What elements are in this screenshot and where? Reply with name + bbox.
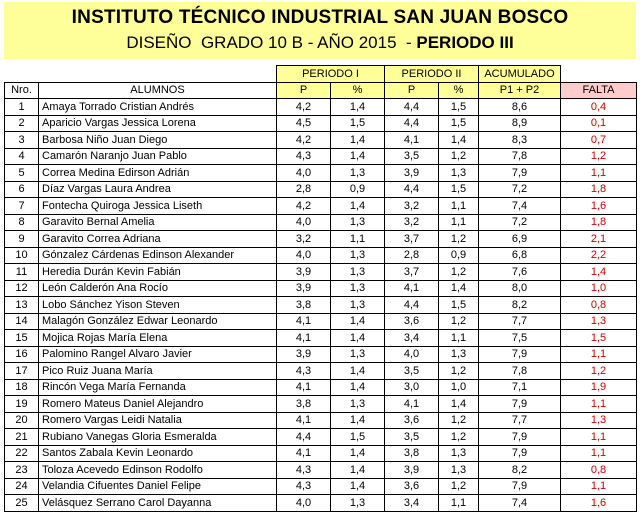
periodo2-p: 4,4 <box>385 297 439 314</box>
periodo2-pct: 1,2 <box>439 264 479 281</box>
falta-value: 1,6 <box>561 495 637 512</box>
falta-value: 1,1 <box>561 165 637 182</box>
periodo1-pct: 1,3 <box>331 297 385 314</box>
acumulado-value: 7,9 <box>479 429 561 446</box>
periodo1-p: 4,3 <box>277 148 331 165</box>
periodo1-pct: 1,5 <box>331 429 385 446</box>
periodo2-pct: 1,1 <box>439 330 479 347</box>
row-nro: 16 <box>5 346 39 363</box>
course-subtitle-text: DISEÑO GRADO 10 B - AÑO 2015 - <box>126 33 417 52</box>
periodo1-p: 3,9 <box>277 280 331 297</box>
periodo1-p: 4,3 <box>277 462 331 479</box>
row-nro: 5 <box>5 165 39 182</box>
periodo2-pct: 1,5 <box>439 181 479 198</box>
falta-value: 0,7 <box>561 132 637 149</box>
periodo1-pct: 1,4 <box>331 379 385 396</box>
student-name: Romero Mateus Daniel Alejandro <box>39 396 277 413</box>
period-label: PERIODO III <box>416 33 514 52</box>
falta-value: 1,2 <box>561 148 637 165</box>
periodo1-p: 4,3 <box>277 363 331 380</box>
periodo1-p: 4,1 <box>277 330 331 347</box>
periodo2-pct: 1,2 <box>439 429 479 446</box>
periodo1-p: 3,9 <box>277 264 331 281</box>
table-row <box>5 115 637 132</box>
table-row <box>5 379 637 396</box>
periodo2-p: 3,4 <box>385 330 439 347</box>
row-nro: 25 <box>5 495 39 512</box>
periodo2-pct: 1,1 <box>439 214 479 231</box>
row-nro: 24 <box>5 478 39 495</box>
table-row <box>5 165 637 182</box>
row-nro: 10 <box>5 247 39 264</box>
institution-title: INSTITUTO TÉCNICO INDUSTRIAL SAN JUAN BOSCO <box>71 7 569 28</box>
table-row <box>5 280 637 297</box>
periodo1-pct: 1,5 <box>331 115 385 132</box>
student-name: León Calderón Ana Rocío <box>39 280 277 297</box>
acumulado-value: 7,4 <box>479 198 561 215</box>
col-nro: Nro. <box>5 82 39 99</box>
student-name: Fontecha Quiroga Jessica Liseth <box>39 198 277 215</box>
falta-value: 0,1 <box>561 115 637 132</box>
periodo1-pct: 1,4 <box>331 132 385 149</box>
periodo2-pct: 1,2 <box>439 412 479 429</box>
student-name: Rubiano Vanegas Gloria Esmeralda <box>39 429 277 446</box>
periodo1-pct: 1,4 <box>331 198 385 215</box>
periodo1-p: 4,0 <box>277 214 331 231</box>
acumulado-value: 7,5 <box>479 330 561 347</box>
acumulado-value: 7,8 <box>479 148 561 165</box>
student-name: Amaya Torrado Cristian Andrés <box>39 99 277 116</box>
row-nro: 1 <box>5 99 39 116</box>
student-name: Velandia Cifuentes Daniel Felipe <box>39 478 277 495</box>
table-row <box>5 478 637 495</box>
table-row <box>5 412 637 429</box>
table-row <box>5 99 637 116</box>
row-nro: 21 <box>5 429 39 446</box>
falta-value: 1,1 <box>561 396 637 413</box>
acumulado-value: 6,9 <box>479 231 561 248</box>
col-pct2: % <box>439 82 479 99</box>
periodo1-p: 4,1 <box>277 313 331 330</box>
row-nro: 17 <box>5 363 39 380</box>
periodo2-p: 3,2 <box>385 214 439 231</box>
falta-value: 1,9 <box>561 379 637 396</box>
periodo1-pct: 0,9 <box>331 181 385 198</box>
col-acum: P1 + P2 <box>479 82 561 99</box>
student-name: Correa Medina Edirson Adrián <box>39 165 277 182</box>
student-name: Lobo Sánchez Yison Steven <box>39 297 277 314</box>
table-row <box>5 214 637 231</box>
periodo2-p: 3,5 <box>385 429 439 446</box>
student-name: Camarón Naranjo Juan Pablo <box>39 148 277 165</box>
periodo1-p: 3,8 <box>277 297 331 314</box>
periodo1-p: 4,1 <box>277 445 331 462</box>
periodo2-pct: 1,3 <box>439 445 479 462</box>
row-nro: 9 <box>5 231 39 248</box>
periodo1-p: 3,9 <box>277 346 331 363</box>
periodo1-p: 4,2 <box>277 99 331 116</box>
periodo2-p: 4,1 <box>385 396 439 413</box>
periodo1-pct: 1,3 <box>331 346 385 363</box>
table-row <box>5 346 637 363</box>
table-row <box>5 181 637 198</box>
col-pct1: % <box>331 82 385 99</box>
periodo1-pct: 1,4 <box>331 363 385 380</box>
periodo2-pct: 1,1 <box>439 198 479 215</box>
falta-value: 0,4 <box>561 99 637 116</box>
periodo1-p: 4,4 <box>277 429 331 446</box>
periodo1-pct: 1,4 <box>331 330 385 347</box>
periodo2-p: 3,7 <box>385 231 439 248</box>
table-row <box>5 462 637 479</box>
row-nro: 12 <box>5 280 39 297</box>
periodo2-p: 3,5 <box>385 148 439 165</box>
row-nro: 6 <box>5 181 39 198</box>
periodo1-pct: 1,3 <box>331 495 385 512</box>
periodo2-p: 4,4 <box>385 115 439 132</box>
periodo1-p: 4,1 <box>277 412 331 429</box>
periodo1-pct: 1,4 <box>331 99 385 116</box>
periodo2-p: 3,9 <box>385 462 439 479</box>
table-row <box>5 330 637 347</box>
row-nro: 4 <box>5 148 39 165</box>
periodo2-pct: 1,1 <box>439 495 479 512</box>
row-nro: 2 <box>5 115 39 132</box>
periodo1-p: 4,2 <box>277 132 331 149</box>
falta-value: 1,6 <box>561 198 637 215</box>
student-name: Velásquez Serrano Carol Dayanna <box>39 495 277 512</box>
acumulado-value: 7,9 <box>479 445 561 462</box>
periodo2-p: 3,6 <box>385 412 439 429</box>
periodo1-pct: 1,3 <box>331 247 385 264</box>
periodo1-pct: 1,3 <box>331 214 385 231</box>
periodo2-pct: 1,2 <box>439 363 479 380</box>
acumulado-value: 7,7 <box>479 412 561 429</box>
periodo2-pct: 1,2 <box>439 313 479 330</box>
grades-table <box>4 65 637 512</box>
periodo2-pct: 1,2 <box>439 231 479 248</box>
periodo1-pct: 1,3 <box>331 264 385 281</box>
periodo1-pct: 1,3 <box>331 396 385 413</box>
periodo1-pct: 1,4 <box>331 445 385 462</box>
col-falta: FALTA <box>561 82 637 99</box>
falta-value: 0,8 <box>561 297 637 314</box>
acumulado-value: 7,4 <box>479 495 561 512</box>
student-name: Santos Zabala Kevin Leonardo <box>39 445 277 462</box>
row-nro: 11 <box>5 264 39 281</box>
falta-value: 1,3 <box>561 313 637 330</box>
table-row <box>5 495 637 512</box>
table-row <box>5 264 637 281</box>
periodo2-p: 2,8 <box>385 247 439 264</box>
falta-value: 2,1 <box>561 231 637 248</box>
periodo1-header: PERIODO I <box>277 66 385 83</box>
row-nro: 23 <box>5 462 39 479</box>
periodo2-p: 3,4 <box>385 495 439 512</box>
acumulado-value: 7,7 <box>479 313 561 330</box>
student-name: Gónzalez Cárdenas Edinson Alexander <box>39 247 277 264</box>
falta-value: 1,1 <box>561 429 637 446</box>
table-row <box>5 297 637 314</box>
row-nro: 18 <box>5 379 39 396</box>
periodo2-p: 3,6 <box>385 313 439 330</box>
student-name: Aparicio Vargas Jessica Lorena <box>39 115 277 132</box>
student-name: Garavito Correa Adriana <box>39 231 277 248</box>
periodo2-pct: 1,3 <box>439 346 479 363</box>
periodo1-pct: 1,4 <box>331 478 385 495</box>
periodo2-pct: 1,4 <box>439 132 479 149</box>
acumulado-value: 8,2 <box>479 297 561 314</box>
periodo1-p: 3,2 <box>277 231 331 248</box>
periodo1-p: 4,0 <box>277 165 331 182</box>
periodo1-pct: 1,3 <box>331 280 385 297</box>
acumulado-value: 7,2 <box>479 214 561 231</box>
periodo2-p: 4,0 <box>385 346 439 363</box>
periodo1-p: 2,8 <box>277 181 331 198</box>
column-header-row <box>5 82 637 99</box>
periodo1-p: 4,5 <box>277 115 331 132</box>
table-row <box>5 132 637 149</box>
periodo1-p: 4,1 <box>277 379 331 396</box>
row-nro: 7 <box>5 198 39 215</box>
acumulado-value: 7,9 <box>479 396 561 413</box>
periodo2-p: 4,1 <box>385 132 439 149</box>
falta-value: 2,2 <box>561 247 637 264</box>
periodo1-pct: 1,4 <box>331 313 385 330</box>
row-nro: 19 <box>5 396 39 413</box>
periodo2-p: 3,5 <box>385 363 439 380</box>
student-name: Rincón Vega María Fernanda <box>39 379 277 396</box>
periodo2-p: 3,0 <box>385 379 439 396</box>
row-nro: 3 <box>5 132 39 149</box>
group-header-row <box>5 66 637 83</box>
col-p1: P <box>277 82 331 99</box>
acumulado-value: 8,2 <box>479 462 561 479</box>
student-name: Pico Ruiz Juana María <box>39 363 277 380</box>
periodo2-p: 4,4 <box>385 181 439 198</box>
student-name: Toloza Acevedo Edinson Rodolfo <box>39 462 277 479</box>
periodo1-p: 4,0 <box>277 247 331 264</box>
table-row <box>5 363 637 380</box>
falta-value: 1,0 <box>561 280 637 297</box>
periodo2-pct: 1,0 <box>439 379 479 396</box>
periodo2-pct: 1,2 <box>439 478 479 495</box>
periodo2-p: 3,6 <box>385 478 439 495</box>
student-name: Romero Vargas Leidi Natalia <box>39 412 277 429</box>
periodo2-pct: 1,5 <box>439 99 479 116</box>
acumulado-value: 7,9 <box>479 478 561 495</box>
periodo2-pct: 0,9 <box>439 247 479 264</box>
falta-value: 1,1 <box>561 478 637 495</box>
periodo2-p: 3,2 <box>385 198 439 215</box>
student-name: Mojica Rojas María Elena <box>39 330 277 347</box>
table-row <box>5 231 637 248</box>
periodo1-p: 4,3 <box>277 478 331 495</box>
acumulado-value: 7,1 <box>479 379 561 396</box>
periodo2-pct: 1,4 <box>439 396 479 413</box>
periodo2-pct: 1,5 <box>439 115 479 132</box>
falta-value: 1,8 <box>561 214 637 231</box>
student-name: Palomino Rangel Alvaro Javier <box>39 346 277 363</box>
periodo2-pct: 1,2 <box>439 148 479 165</box>
course-subtitle <box>4 33 636 53</box>
row-nro: 14 <box>5 313 39 330</box>
student-name: Barbosa Niño Juan Diego <box>39 132 277 149</box>
falta-value: 1,8 <box>561 181 637 198</box>
periodo1-pct: 1,4 <box>331 412 385 429</box>
acumulado-value: 7,2 <box>479 181 561 198</box>
row-nro: 22 <box>5 445 39 462</box>
periodo2-pct: 1,3 <box>439 165 479 182</box>
periodo1-p: 4,0 <box>277 495 331 512</box>
table-row <box>5 445 637 462</box>
student-name: Heredia Durán Kevin Fabián <box>39 264 277 281</box>
acumulado-value: 8,0 <box>479 280 561 297</box>
periodo2-p: 4,4 <box>385 99 439 116</box>
periodo2-pct: 1,5 <box>439 297 479 314</box>
periodo1-p: 3,8 <box>277 396 331 413</box>
acumulado-value: 8,6 <box>479 99 561 116</box>
table-row <box>5 148 637 165</box>
acumulado-value: 7,9 <box>479 165 561 182</box>
col-alumnos: ALUMNOS <box>39 82 277 99</box>
table-row <box>5 247 637 264</box>
falta-value: 1,5 <box>561 330 637 347</box>
row-nro: 20 <box>5 412 39 429</box>
col-p2: P <box>385 82 439 99</box>
periodo1-pct: 1,1 <box>331 231 385 248</box>
periodo2-header: PERIODO II <box>385 66 479 83</box>
title-banner <box>4 2 636 59</box>
periodo1-pct: 1,3 <box>331 165 385 182</box>
student-name: Garavito Bernal Amelia <box>39 214 277 231</box>
table-row <box>5 198 637 215</box>
acumulado-value: 8,9 <box>479 115 561 132</box>
row-nro: 13 <box>5 297 39 314</box>
falta-value: 0,8 <box>561 462 637 479</box>
periodo2-p: 3,9 <box>385 165 439 182</box>
row-nro: 8 <box>5 214 39 231</box>
acumulado-header: ACUMULADO <box>479 66 561 83</box>
periodo2-pct: 1,3 <box>439 462 479 479</box>
periodo2-pct: 1,4 <box>439 280 479 297</box>
acumulado-value: 7,9 <box>479 346 561 363</box>
periodo1-pct: 1,4 <box>331 148 385 165</box>
table-row <box>5 313 637 330</box>
falta-value: 1,1 <box>561 445 637 462</box>
periodo2-p: 4,1 <box>385 280 439 297</box>
falta-value: 1,1 <box>561 346 637 363</box>
falta-value: 1,4 <box>561 264 637 281</box>
periodo1-p: 4,2 <box>277 198 331 215</box>
table-row <box>5 429 637 446</box>
acumulado-value: 7,8 <box>479 363 561 380</box>
student-name: Malagón González Edwar Leonardo <box>39 313 277 330</box>
falta-value: 1,3 <box>561 412 637 429</box>
periodo1-pct: 1,4 <box>331 462 385 479</box>
acumulado-value: 7,6 <box>479 264 561 281</box>
periodo2-p: 3,8 <box>385 445 439 462</box>
acumulado-value: 8,3 <box>479 132 561 149</box>
acumulado-value: 6,8 <box>479 247 561 264</box>
row-nro: 15 <box>5 330 39 347</box>
periodo2-p: 3,7 <box>385 264 439 281</box>
falta-value: 1,2 <box>561 363 637 380</box>
table-row <box>5 396 637 413</box>
student-name: Díaz Vargas Laura Andrea <box>39 181 277 198</box>
